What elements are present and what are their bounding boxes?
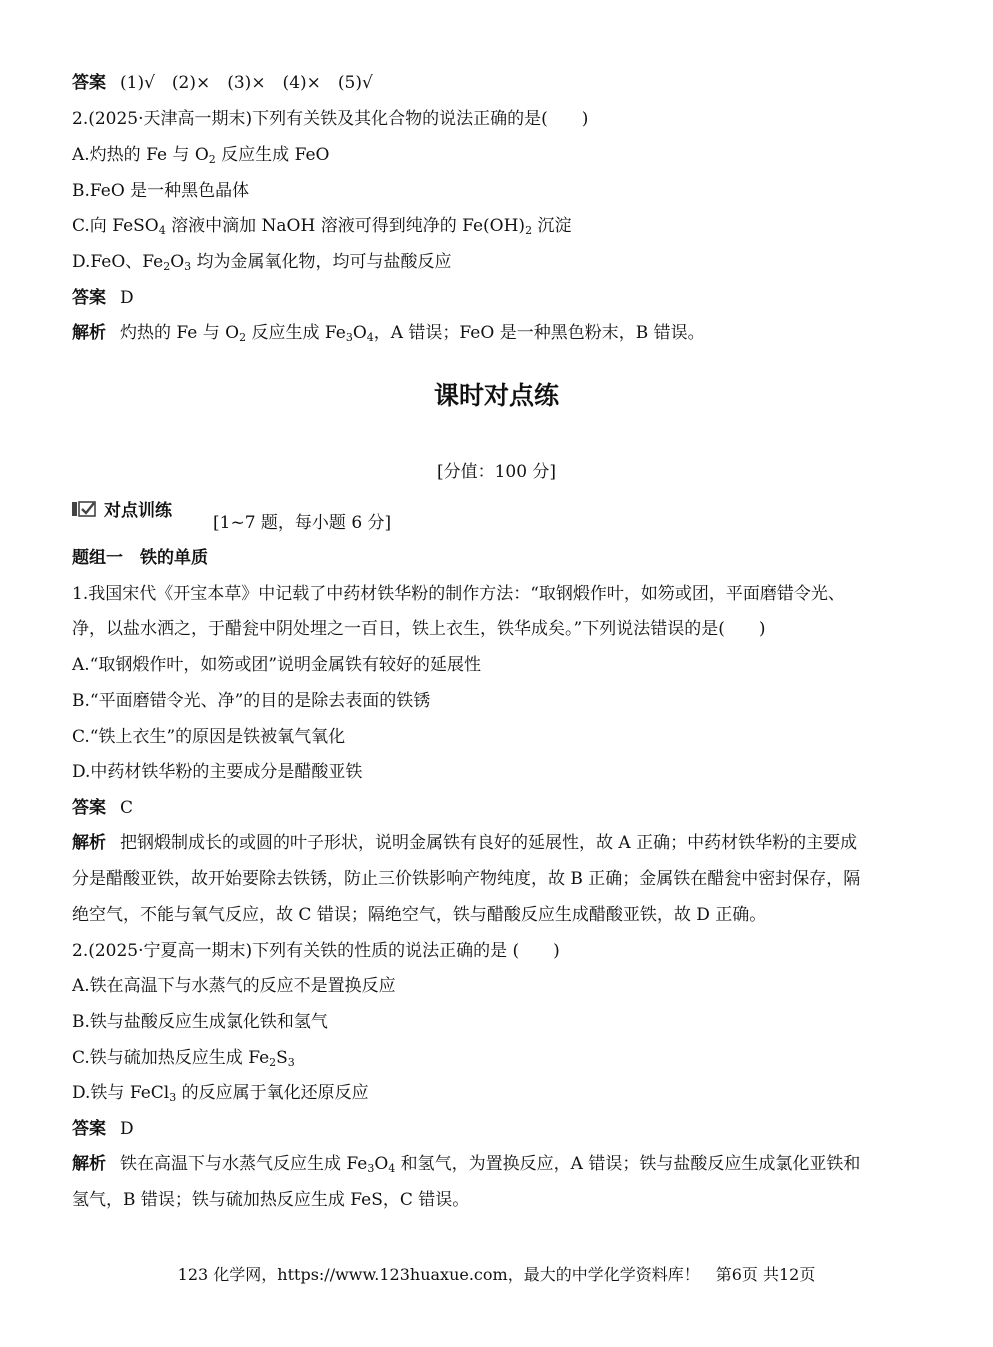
option-a: A.灼热的 Fe 与 $O_2$ 反应生成 FeO	[72, 145, 330, 166]
q2-explanation-line-1: 解析 铁在高温下与水蒸气反应生成 $Fe_3O_4$ 和氢气，为置换反应，A 错误；铁与盐酸反应生成氯化亚铁和	[72, 1154, 861, 1175]
q1-answer	[72, 797, 133, 819]
q1-option-a: A.“取钢煅作叶，如笏或团”说明金属铁有较好的延展性	[72, 655, 482, 675]
explanation-label: 解析	[72, 833, 106, 853]
answer-label: 答案	[72, 798, 106, 818]
q1-explanation-line-1: 解析 把钢煅制成长的或圆的叶子形状，说明金属铁有良好的延展性，故 A 正确；中药材铁华粉的主要成	[72, 833, 858, 853]
answer-value: C	[120, 798, 134, 818]
q1-explanation-line-3: 绝空气，不能与氧气反应，故 C 错误；隔绝空气，铁与醋酸反应生成醋酸亚铁，故 D 正确。	[72, 905, 767, 925]
question-2-answer	[72, 287, 134, 309]
page-footer: 123 化学网，https://www.123huaxue.com，最大的中学化学资料库！ 第6页 共12页	[177, 1265, 816, 1284]
answer-label: 答案	[72, 73, 106, 93]
score-note: [分值：100 分]	[436, 462, 557, 482]
answer-value: D	[120, 288, 134, 308]
q2-explanation-line-2: 氢气，B 错误；铁与硫加热反应生成 FeS，C 错误。	[72, 1190, 470, 1210]
checklist-icon	[72, 500, 96, 518]
q1-stem-line-2: 净，以盐水洒之，于醋瓮中阴处埋之一百日，铁上衣生，铁华成矣。”下列说法错误的是( )	[72, 619, 766, 639]
q1-option-d: D.中药材铁华粉的主要成分是醋酸亚铁	[72, 762, 363, 782]
option-b: B.FeO 是一种黑色晶体	[72, 181, 250, 201]
group-title: 题组一 铁的单质	[72, 548, 208, 568]
q2-option-b: B.铁与盐酸反应生成氯化铁和氢气	[72, 1012, 328, 1032]
q2-option-c: C.铁与硫加热反应生成 $Fe_2S_3$	[72, 1048, 295, 1069]
q1-option-c: C.“铁上衣生”的原因是铁被氧气氧化	[72, 727, 346, 747]
q1-stem-line-1: 1.我国宋代《开宝本草》中记载了中药材铁华粉的制作方法：“取钢煅作叶，如笏或团，平面磨错令光、	[72, 584, 845, 604]
explanation-label: 解析	[72, 1154, 106, 1174]
option-d: D.FeO、$Fe_2O_3$ 均为金属氧化物，均可与盐酸反应	[72, 252, 452, 273]
prev-answer-line	[72, 72, 373, 94]
answer-values: (1)√ (2)× (3)× (4)× (5)√	[120, 73, 373, 93]
answer-label: 答案	[72, 288, 106, 308]
answer-label: 答案	[72, 1119, 106, 1139]
training-heading	[72, 496, 172, 521]
option-c: C.向 FeSO$_4$ 溶液中滴加 NaOH 溶液可得到纯净的 $Fe(OH)_2$ 沉淀	[72, 216, 572, 237]
q2-stem: 2.(2025·宁夏高一期末)下列有关铁的性质的说法正确的是 ( )	[72, 941, 560, 961]
q1-option-b: B.“平面磨错令光、净”的目的是除去表面的铁锈	[72, 691, 431, 711]
answer-value: D	[120, 1119, 134, 1139]
q1-explanation-line-2: 分是醋酸亚铁，故开始要除去铁锈，防止三价铁影响产物纯度，故 B 正确；金属铁在醋瓮中密封保存，隔	[72, 869, 861, 889]
q2-option-d: D.铁与 FeCl$_3$ 的反应属于氧化还原反应	[72, 1083, 369, 1104]
q2-answer	[72, 1118, 134, 1140]
training-label: 对点训练	[104, 501, 172, 521]
question-2-explanation: 解析 灼热的 Fe 与 $O_2$ 反应生成 $Fe_3O_4$，A 错误；FeO 是一种黑色粉末，B 错误。	[72, 323, 705, 344]
q2-option-a: A.铁在高温下与水蒸气的反应不是置换反应	[72, 976, 396, 996]
question-2-stem: 2.(2025·天津高一期末)下列有关铁及其化合物的说法正确的是( )	[72, 109, 589, 129]
explanation-label: 解析	[72, 323, 106, 343]
section-title: 课时对点练	[433, 381, 559, 410]
training-note: [1~7 题，每小题 6 分]	[213, 513, 392, 533]
